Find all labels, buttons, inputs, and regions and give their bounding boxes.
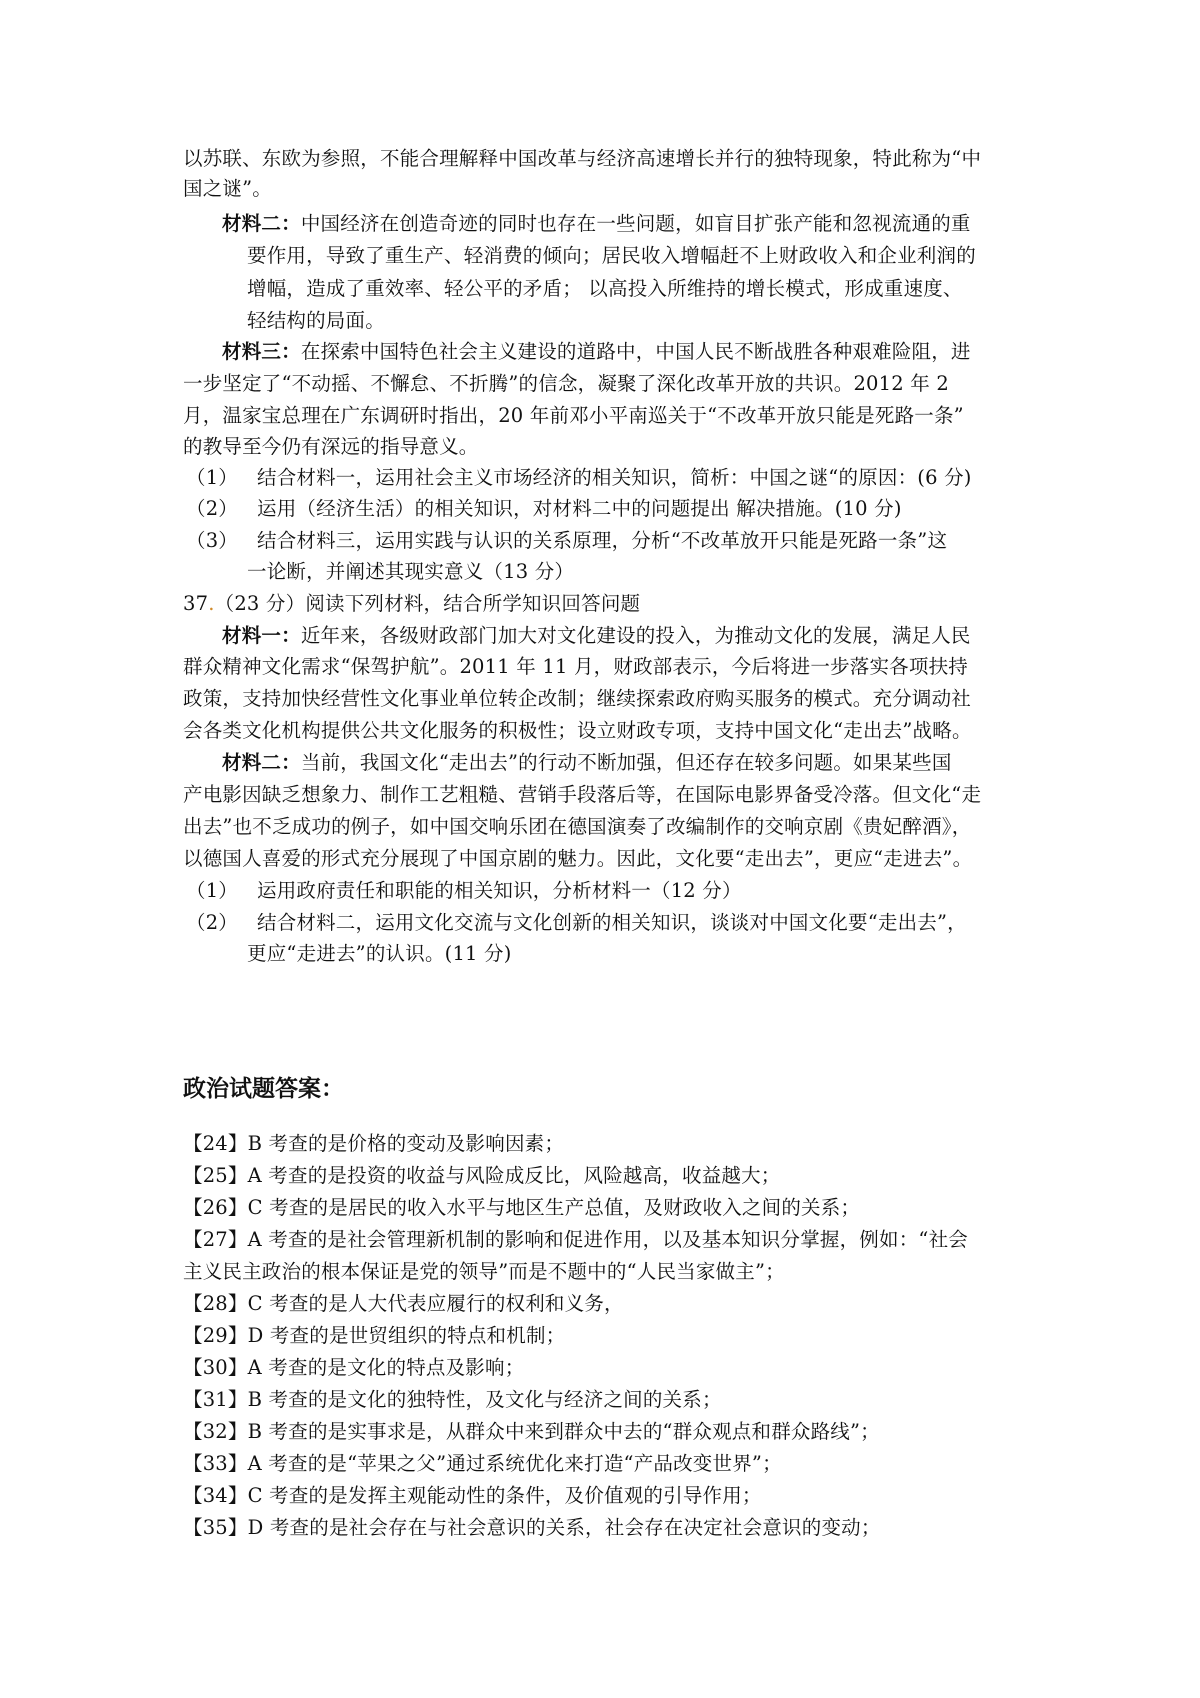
s37-material1-line-2: 群众精神文化需求“保驾护航”。2011 年 11 月，财政部表示，今后将进一步落实各项扶持 — [183, 655, 968, 678]
s37-material1-line-4: 会各类文化机构提供公共文化服务的积极性；设立财政专项，支持中国文化“走出去”战略。 — [183, 719, 972, 742]
s37-material2-line-1 — [222, 748, 952, 778]
answer-26: 【26】C 考查的是居民的收入水平与地区生产总值，及财政收入之间的关系； — [183, 1196, 861, 1219]
q37-number: 37 — [183, 592, 209, 615]
s36-material3-line-3: 月，温家宝总理在广东调研时指出，20 年前邓小平南巡关于“不改革开放只能是死路一条” — [183, 404, 964, 427]
s37-material1-label: 材料一： — [222, 624, 301, 647]
s37-q1-text: 运用政府责任和职能的相关知识，分析材料一（12 分） — [257, 879, 742, 902]
s37-material2-line-4: 以德国人喜爱的形式充分展现了中国京剧的魅力。因此，文化要“走出去”，更应“走进去”。 — [183, 847, 973, 870]
s36-material3-line-1 — [222, 337, 971, 367]
material1-tail-line-2: 国之谜”。 — [183, 177, 272, 200]
answer-31: 【31】B 考查的是文化的独特性，及文化与经济之间的关系； — [183, 1388, 722, 1411]
s36-material2-label: 材料二： — [222, 212, 301, 235]
answer-33: 【33】A 考查的是“苹果之父”通过系统优化来打造“产品改变世界”； — [183, 1452, 782, 1475]
answer-30: 【30】A 考查的是文化的特点及影响； — [183, 1356, 525, 1379]
s37-q2-text-2: 更应“走进去”的认识。(11 分) — [247, 942, 512, 965]
s37-material2-line-2: 产电影因缺乏想象力、制作工艺粗糙、营销手段落后等，在国际电影界备受冷落。但文化“走 — [183, 783, 982, 806]
q37-heading — [183, 589, 640, 619]
answer-27-line-1: 【27】A 考查的是社会管理新机制的影响和促进作用，以及基本知识分掌握，例如：“社会 — [183, 1228, 968, 1251]
s36-q3-text-2: 一论断，并阐述其现实意义（13 分） — [247, 560, 575, 583]
s37-q2-number: （2） — [186, 911, 239, 934]
s37-q2-text-1: 结合材料二，运用文化交流与文化创新的相关知识，谈谈对中国文化要“走出去”， — [257, 911, 967, 934]
answer-34: 【34】C 考查的是发挥主观能动性的条件，及价值观的引导作用； — [183, 1484, 762, 1507]
s36-material2-text-1: 中国经济在创造奇迹的同时也存在一些问题，如盲目扩张产能和忽视流通的重 — [300, 212, 971, 235]
s37-material2-label: 材料二： — [222, 751, 301, 774]
s36-material3-text-1: 在探索中国特色社会主义建设的道路中，中国人民不断战胜各种艰难险阻，进 — [300, 340, 971, 363]
s36-material2-line-3: 增幅，造成了重效率、轻公平的矛盾； 以高投入所维持的增长模式，形成重速度、 — [247, 277, 963, 300]
q37-dot: . — [208, 592, 215, 615]
s36-q3-number: （3） — [186, 529, 239, 552]
s37-material2-text-1: 当前，我国文化“走出去”的行动不断加强，但还存在较多问题。如果某些国 — [300, 751, 952, 774]
s36-material2-line-1 — [222, 209, 971, 239]
answer-27-line-2: 主义民主政治的根本保证是党的领导”而是不题中的“人民当家做主”； — [183, 1260, 785, 1283]
answers-title: 政治试题答案： — [183, 1076, 344, 1102]
answer-24: 【24】B 考查的是价格的变动及影响因素； — [183, 1132, 565, 1155]
answer-35: 【35】D 考查的是社会存在与社会意识的关系，社会存在决定社会意识的变动； — [183, 1516, 881, 1539]
s36-material2-line-4: 轻结构的局面。 — [247, 309, 385, 332]
s37-q1-number: （1） — [186, 879, 239, 902]
answer-32: 【32】B 考查的是实事求是，从群众中来到群众中去的“群众观点和群众路线”； — [183, 1420, 880, 1443]
s36-material2-line-2: 要作用，导致了重生产、轻消费的倾向；居民收入增幅赶不上财政收入和企业利润的 — [247, 244, 976, 267]
s36-q1-number: （1） — [186, 466, 239, 489]
s36-material3-line-2: 一步坚定了“不动摇、不懈怠、不折腾”的信念，凝聚了深化改革开放的共识。2012 年 2 — [183, 372, 949, 395]
s36-material3-label: 材料三： — [222, 340, 301, 363]
s37-material1-text-1: 近年来，各级财政部门加大对文化建设的投入，为推动文化的发展，满足人民 — [300, 624, 971, 647]
s37-material1-line-3: 政策，支持加快经营性文化事业单位转企改制；继续探索政府购买服务的模式。充分调动社 — [183, 687, 972, 710]
s36-material3-line-4: 的教导至今仍有深远的指导意义。 — [183, 435, 479, 458]
s36-q3-text-1: 结合材料三，运用实践与认识的关系原理，分析“不改革放开只能是死路一条”这 — [257, 529, 948, 552]
answer-29: 【29】D 考查的是世贸组织的特点和机制； — [183, 1324, 566, 1347]
material1-tail-line-1: 以苏联、东欧为参照，不能合理解释中国改革与经济高速增长并行的独特现象，特此称为“中 — [183, 147, 982, 170]
answer-28: 【28】C 考查的是人大代表应履行的权利和义务， — [183, 1292, 624, 1315]
s37-material2-line-3: 出去”也不乏成功的例子，如中国交响乐团在德国演奏了改编制作的交响京剧《贵妃醉酒》， — [183, 815, 972, 838]
answer-25: 【25】A 考查的是投资的收益与风险成反比，风险越高，收益越大； — [183, 1164, 781, 1187]
q37-heading-text: （23 分）阅读下列材料，结合所学知识回答问题 — [214, 592, 641, 615]
s36-q2-number: （2） — [186, 497, 239, 520]
s37-material1-line-1 — [222, 621, 971, 651]
s36-q1-text: 结合材料一，运用社会主义市场经济的相关知识，简析：中国之谜“的原因：(6 分) — [257, 466, 972, 489]
s36-q2-text: 运用（经济生活）的相关知识，对材料二中的问题提出 解决措施。(10 分) — [257, 497, 902, 520]
